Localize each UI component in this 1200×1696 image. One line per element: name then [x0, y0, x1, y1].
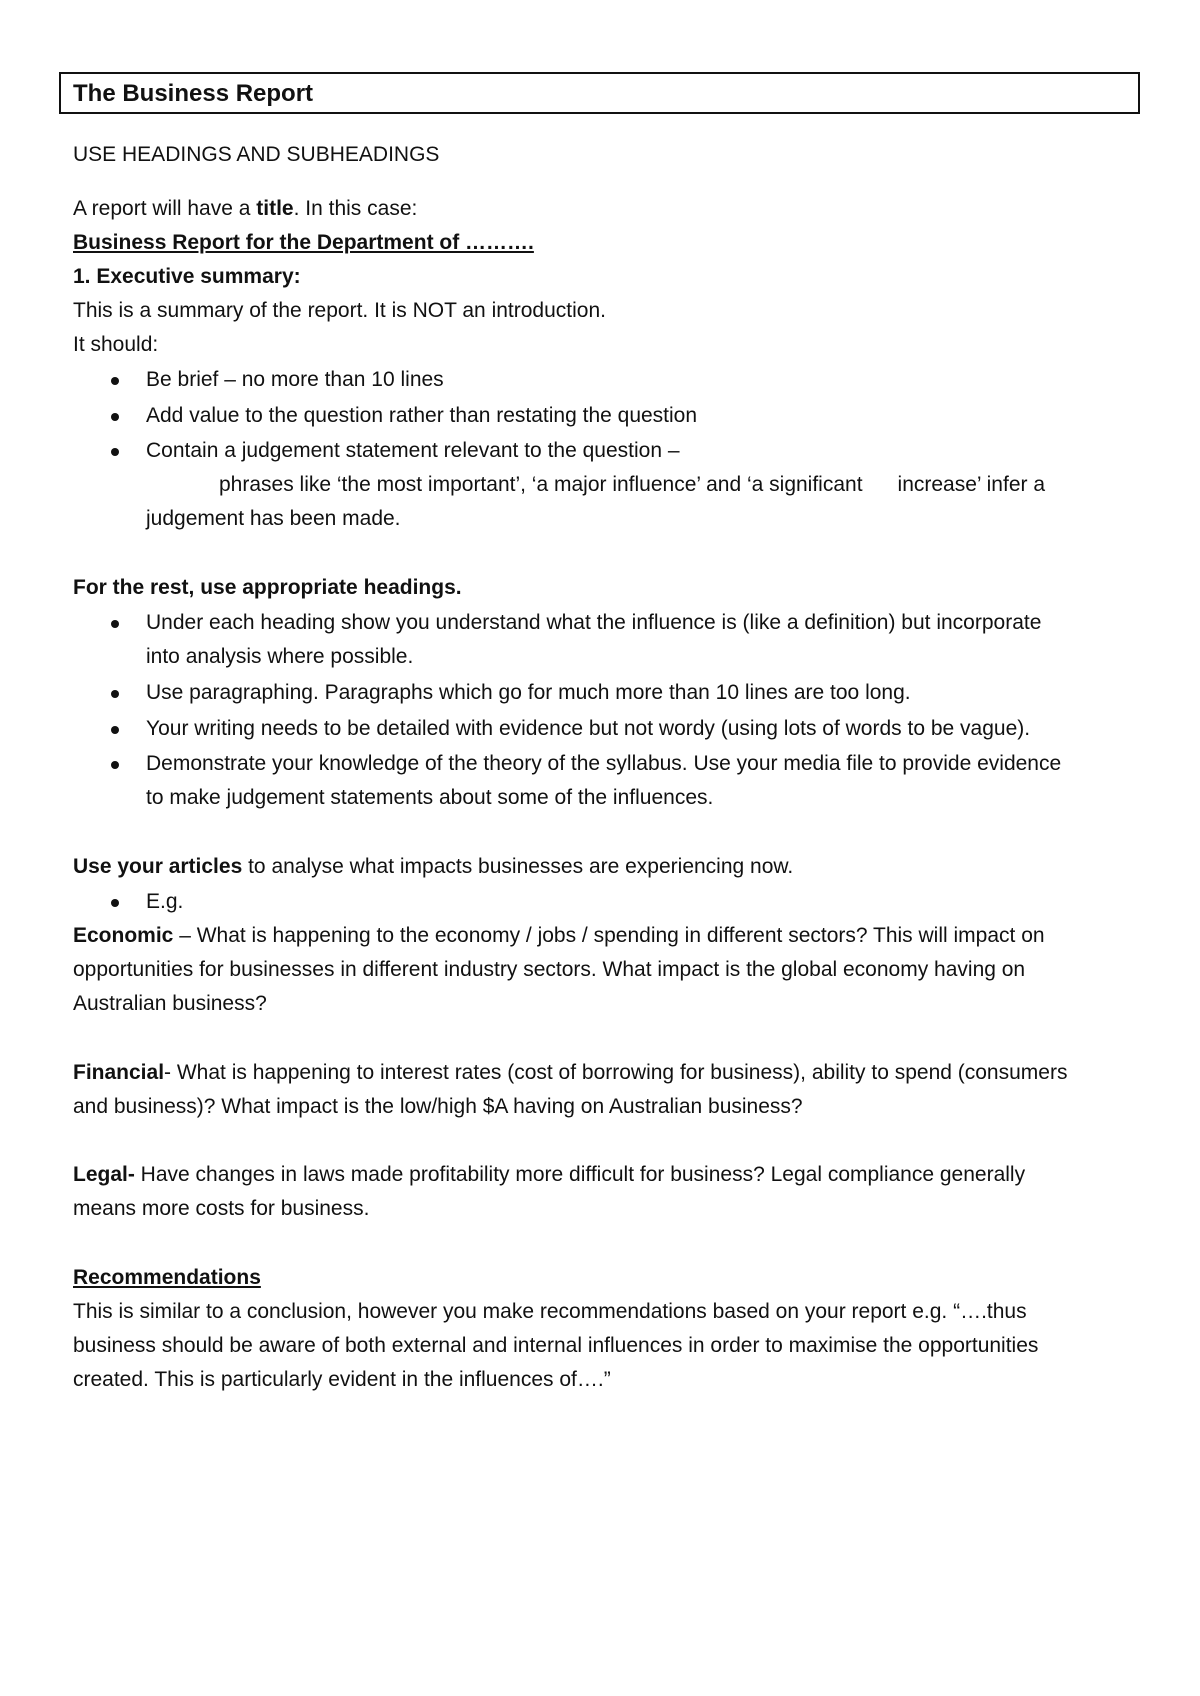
- financial-paragraph-line: and business)? What impact is the low/high $A having on Australian business?: [73, 1095, 803, 1118]
- bullet-icon: [111, 726, 119, 734]
- articles-bold: Use your articles: [73, 855, 243, 878]
- articles-line: [73, 853, 793, 881]
- rest-heading: For the rest, use appropriate headings.: [73, 576, 462, 599]
- rest-bullet-text: Your writing needs to be detailed with evidence but not wordy (using lots of words to be vague).: [146, 717, 1031, 740]
- bullet-icon: [111, 620, 119, 628]
- executive-summary-heading: 1. Executive summary:: [73, 265, 301, 288]
- recommendations-line: created. This is particularly evident in the influences of….”: [73, 1368, 611, 1391]
- rest-bullet-text: Use paragraphing. Paragraphs which go for much more than 10 lines are too long.: [146, 681, 911, 704]
- title-explanation-pre: A report will have a: [73, 197, 257, 220]
- title-explanation-bold: title: [256, 197, 294, 220]
- bullet-icon: [111, 377, 119, 385]
- exec-bullet-continuation: judgement has been made.: [146, 507, 401, 530]
- exec-bullet-text: Be brief – no more than 10 lines: [146, 368, 444, 391]
- rest-bullet-text: to make judgement statements about some of the influences.: [146, 786, 714, 809]
- legal-paragraph-line: means more costs for business.: [73, 1197, 370, 1220]
- financial-label: Financial: [73, 1061, 165, 1084]
- legal-text: Have changes in laws made profitability more difficult for business? Legal compliance generally: [134, 1163, 1026, 1186]
- use-headings-line: USE HEADINGS AND SUBHEADINGS: [73, 143, 440, 166]
- economic-paragraph-line: opportunities for businesses in different industry sectors. What impact is the global economy having on: [73, 958, 1026, 981]
- title-box: [59, 72, 1140, 114]
- bullet-icon: [111, 690, 119, 698]
- exec-bullet-text: Add value to the question rather than restating the question: [146, 404, 698, 427]
- bullet-icon: [111, 413, 119, 421]
- recommendations-line: This is similar to a conclusion, however you make recommendations based on your report e.g. “….thus: [73, 1300, 1027, 1323]
- bullet-icon: [111, 448, 119, 456]
- recommendations-line: business should be aware of both external and internal influences in order to maximise the opportunities: [73, 1334, 1039, 1357]
- articles-rest: to analyse what impacts businesses are experiencing now.: [242, 855, 794, 878]
- eg-bullet-text: E.g.: [146, 890, 184, 913]
- title-explanation-post: . In this case:: [293, 197, 418, 220]
- financial-paragraph-line: [73, 1059, 1067, 1087]
- rest-bullet-text: Under each heading show you understand what the influence is (like a definition) but incorporate: [146, 611, 1042, 634]
- rest-bullet-text: into analysis where possible.: [146, 645, 414, 668]
- document-title: The Business Report: [73, 80, 314, 107]
- bullet-icon: [111, 899, 119, 907]
- recommendations-heading: Recommendations: [73, 1266, 261, 1289]
- rest-bullet-text: Demonstrate your knowledge of the theory of the syllabus. Use your media file to provide evidence: [146, 752, 1062, 775]
- example-report-title: Business Report for the Department of ……….: [73, 231, 534, 254]
- executive-summary-description: This is a summary of the report. It is NOT an introduction.: [73, 299, 606, 322]
- exec-bullet-text: Contain a judgement statement relevant to the question –: [146, 439, 680, 462]
- legal-paragraph-line: [73, 1161, 1025, 1189]
- title-explanation-line: [73, 195, 417, 223]
- economic-label: Economic: [73, 924, 174, 947]
- financial-text: - What is happening to interest rates (cost of borrowing for business), ability to spend (consumers: [164, 1061, 1068, 1084]
- legal-label: Legal-: [73, 1163, 135, 1186]
- bullet-icon: [111, 761, 119, 769]
- economic-text: – What is happening to the economy / jobs / spending in different sectors? This will impact on: [173, 924, 1045, 947]
- it-should-line: It should:: [73, 333, 159, 356]
- economic-paragraph-line: [73, 922, 1045, 950]
- exec-bullet-continuation: phrases like ‘the most important’, ‘a major influence’ and ‘a significant increase’ infer a: [219, 473, 1046, 496]
- economic-paragraph-line: Australian business?: [73, 992, 267, 1015]
